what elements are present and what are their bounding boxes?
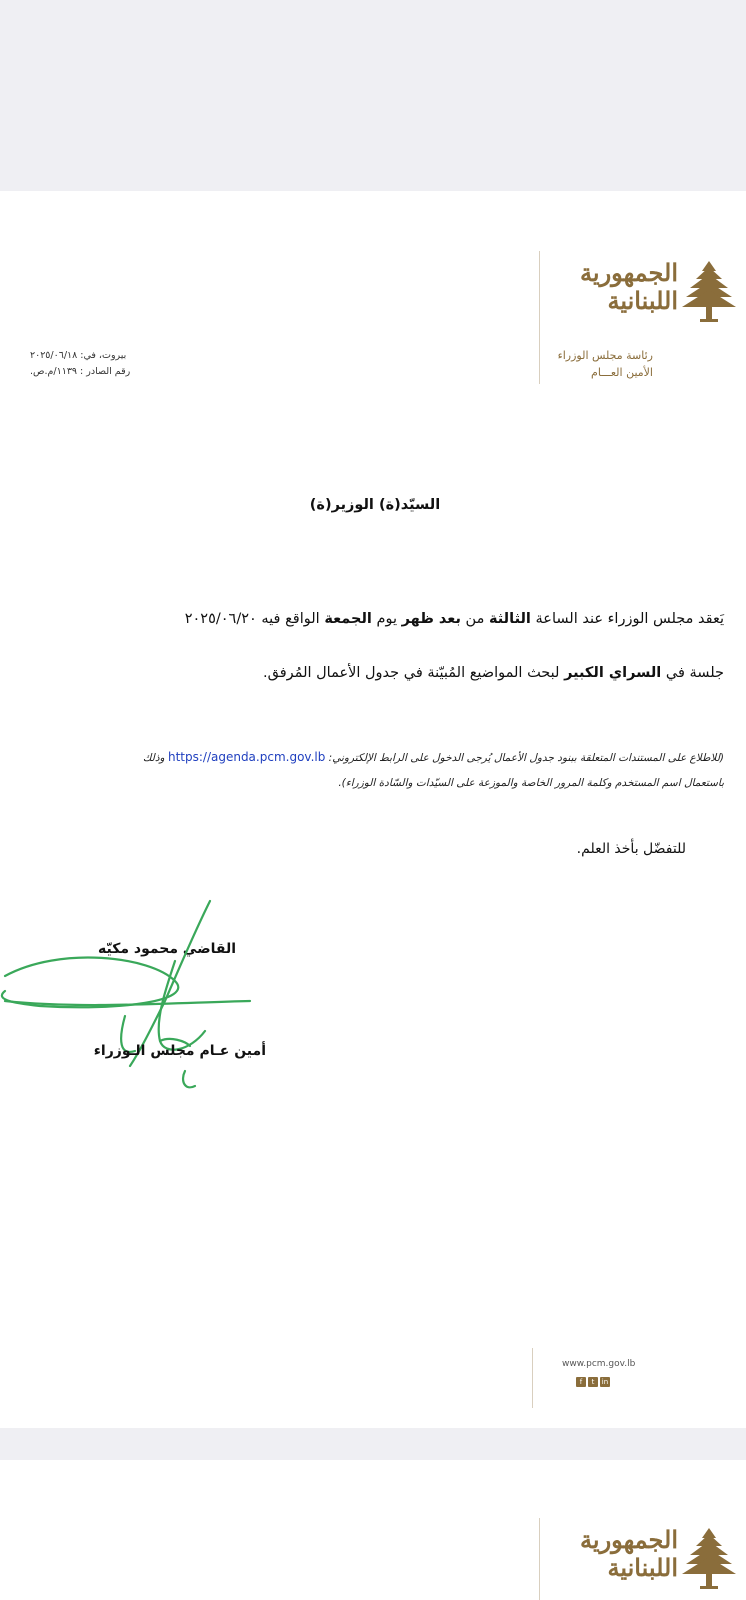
emblem-title-2 [548, 1526, 678, 1582]
social-icons [576, 1377, 610, 1387]
note-text: وذلك [142, 752, 168, 764]
note-block [14, 745, 724, 796]
website-url[interactable]: www.pcm.gov.lb [562, 1359, 636, 1369]
facebook-icon[interactable]: f [576, 1377, 586, 1387]
emblem-line-2: اللبنانية [607, 1553, 678, 1582]
body-text: يَعقد مجلس الوزراء عند الساعة [530, 611, 724, 627]
body-bold-location: السراي الكبير [564, 665, 662, 681]
note-line-2: باستعمال اسم المستخدم وكلمة المرور الخاصة والموزعة على السيّدات والسّادة الوزراء). [338, 777, 724, 789]
closing-line: للتفضّل بأخذ العلم. [576, 841, 686, 857]
meta-block [30, 348, 160, 380]
cedar-emblem-icon [680, 1526, 738, 1592]
body-text: جلسة في [661, 665, 724, 681]
body-text-date: الواقع فيه ٢٠٢٥/٠٦/٢٠ [184, 611, 325, 627]
date-line: بيروت، في: ٢٠٢٥/٠٦/١٨ [30, 350, 127, 361]
body-bold-day: الجمعة [324, 611, 372, 627]
addressee: السيّد(ة) الوزير(ة) [309, 497, 441, 513]
cedar-emblem-icon [680, 259, 738, 325]
emblem-title [548, 259, 678, 315]
twitter-icon[interactable]: t [588, 1377, 598, 1387]
header-divider-2 [539, 1518, 540, 1600]
body-text: يوم [371, 611, 402, 627]
signatory-name: القاضي محمود مكيّه [98, 941, 236, 957]
body-text: من [460, 611, 489, 627]
footer-divider [532, 1348, 533, 1408]
body-bold-afternoon: بعد ظهر [401, 611, 461, 627]
emblem-line-1: الجمهورية [580, 258, 678, 287]
note-text: (للاطلاع على المستندات المتعلقة ببنود جدول الأعمال يُرجى الدخول على الرابط الإلكتروني: [325, 752, 724, 764]
body-line-2 [24, 665, 724, 681]
body-text: لبحث المواضيع المُبيّنة في جدول الأعمال المُرفق. [263, 665, 565, 681]
note-line-1 [14, 745, 724, 771]
linkedin-icon[interactable]: in [601, 1378, 609, 1386]
signatory-title: أمين عـام مجلس الـوزراء [93, 1043, 266, 1059]
agenda-link[interactable]: https://agenda.pcm.gov.lb [167, 750, 326, 764]
reference-line: رقم الصادر : ١١٣٩/م.ص. [30, 366, 131, 377]
body-line-1 [24, 611, 724, 627]
second-page [0, 1460, 746, 1600]
office-line-1: رئاسة مجلس الوزراء [557, 349, 653, 362]
letter-page [0, 191, 746, 1428]
handwritten-signature [0, 891, 260, 1101]
emblem-line-2: اللبنانية [607, 286, 678, 315]
body-bold-time: الثالثة [488, 611, 531, 627]
office-line-2: الأمين العـــام [591, 366, 653, 379]
office-block [548, 347, 653, 381]
emblem-line-1: الجمهورية [580, 1525, 678, 1554]
header-divider [539, 251, 540, 384]
